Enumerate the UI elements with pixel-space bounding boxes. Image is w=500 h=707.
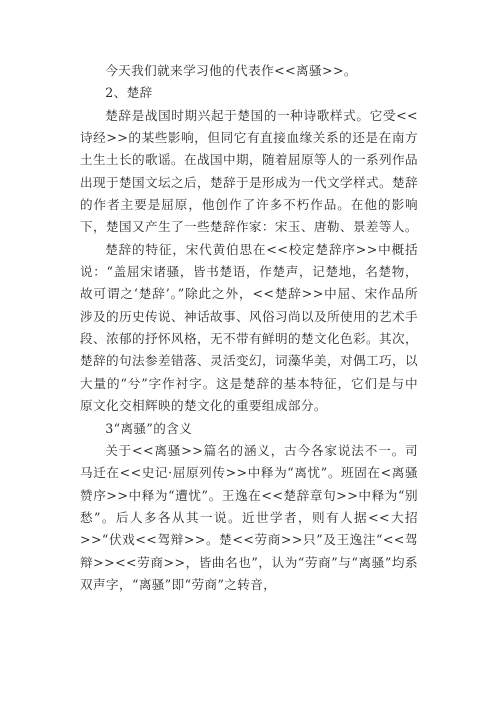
paragraph-chuci-origin: 楚辞是战国时期兴起于楚国的一种诗歌样式。它受<<诗经>>的某些影响，但同它有直接血缘关系的还是在南方土生土长的歌谣。在战国中期，随着屈原等人的一系列作品出现于楚国文坛之后，楚辞于是形成为一代文学样式。楚辞的作者主要是屈原，他创作了许多不朽作品。在他的影响下，楚国又产生了一些楚辞作家：宋玉、唐勒、景差等人。 xyxy=(80,107,418,235)
paragraph-lisao-meaning: 关于<<离骚>>篇名的涵义，古今各家说法不一。司马迁在<<史记·屈原列传>>中释为“离忧”。班固在<离骚赞序>>中释为“遭忧”。王逸在<<楚辞章句>>中释为“别愁”。后人多各从其一说。近世学者，则有人据<<大招>>“伏戏<<驾辩>>。楚<<劳商>>只”及王逸注“<<驾辩>><<劳商>>，皆曲名也”，认为“劳商”与“离骚”均系双声字，“离骚”即“劳商”之转音， xyxy=(80,442,418,592)
body-text xyxy=(80,60,418,596)
section-heading-lisao-meaning: 3“离骚”的含义 xyxy=(105,420,193,436)
paragraph-intro: 今天我们就来学习他的代表作<<离骚>>。 xyxy=(105,63,357,78)
section-heading-chuci: 2、楚辞 xyxy=(105,85,153,101)
paragraph-chuci-features: 楚辞的特征，宋代黄伯思在<<校定楚辞序>>中概括说：“盖屈宋诸骚，皆书楚语，作楚声，记楚地，名楚物，故可谓之‘楚辞’。”除此之外，<<楚辞>>中屈、宋作品所涉及的历史传说、神话故事、风俗习尚以及所使用的艺术手段、浓郁的抒怀风格，无不带有鲜明的楚文化色彩。其次，楚辞的句法参差错落、灵活变幻，词藻华美，对偶工巧，以大量的“兮”字作衬字。这是楚辞的基本特征，它们是与中原文化交相辉映的楚文化的重要组成部分。 xyxy=(80,241,418,414)
